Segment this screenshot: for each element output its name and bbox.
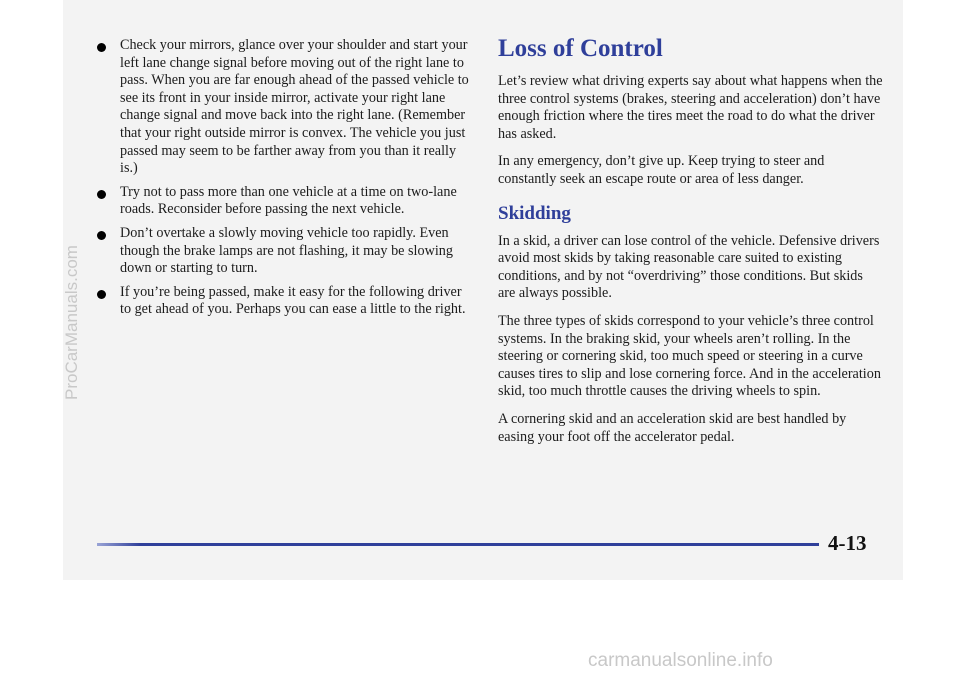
bullet-icon [97, 190, 106, 199]
bullet-text: Don’t overtake a slowly moving vehicle too rapidly. Even though the brake lamps are not flashing, it may be slowing down or starting to turn. [120, 224, 453, 277]
bullet-text: Check your mirrors, glance over your shoulder and start your left lane change signal before moving out of the right lane to pass. When you are far enough ahead of the passed vehicle to see its front in your inside mirror, activate your right lane change signal and move back into the right lane. (Remember that your right outside mirror is convex. The vehicle you just passed may seem to be farther away from you than it really is.) [120, 37, 469, 177]
bullet-item [120, 184, 470, 219]
bullet-text: If you’re being passed, make it easy for the following driver to get ahead of you. Perhaps you can ease a little to the right. [120, 283, 466, 318]
paragraph: Let’s review what driving experts say about what happens when the three control systems (brakes, steering and acceleration) don’t have enough friction where the tires meet the road to do what the driver has asked. [498, 73, 883, 142]
bullet-item [120, 225, 470, 278]
paragraph: In any emergency, don’t give up. Keep trying to steer and constantly seek an escape route or area of less danger. [498, 153, 825, 187]
bullet-item [120, 37, 470, 178]
side-watermark: ProCarManuals.com [62, 245, 81, 400]
section-heading: Loss of Control [498, 35, 663, 62]
page-number: 4-13 [828, 531, 867, 555]
paragraph: In a skid, a driver can lose control of the vehicle. Defensive drivers avoid most skids by taking reasonable care suited to existing conditions, and by not “overdriving” those conditions. But skids are always possible. [498, 232, 880, 302]
right-column [498, 35, 883, 456]
bullet-icon [97, 231, 106, 240]
paragraph: A cornering skid and an acceleration skid are best handled by easing your foot off the accelerator pedal. [498, 410, 847, 445]
paragraph: The three types of skids correspond to your vehicle’s three control systems. In the braking skid, your wheels aren’t rolling. In the steering or cornering skid, too much speed or steering in a curve causes tires to slip and lose cornering force. And in the acceleration skid, too much throttle causes the driving wheels to spin. [498, 312, 881, 400]
bullet-icon [97, 290, 106, 299]
bullet-icon [97, 43, 106, 52]
left-column [120, 37, 470, 325]
bottom-watermark: carmanualsonline.info [588, 650, 773, 671]
footer-rule [97, 543, 819, 546]
bullet-item [120, 284, 470, 319]
subsection-heading: Skidding [498, 202, 571, 224]
bullet-text: Try not to pass more than one vehicle at a time on two-lane roads. Reconsider before passing the next vehicle. [120, 183, 457, 218]
